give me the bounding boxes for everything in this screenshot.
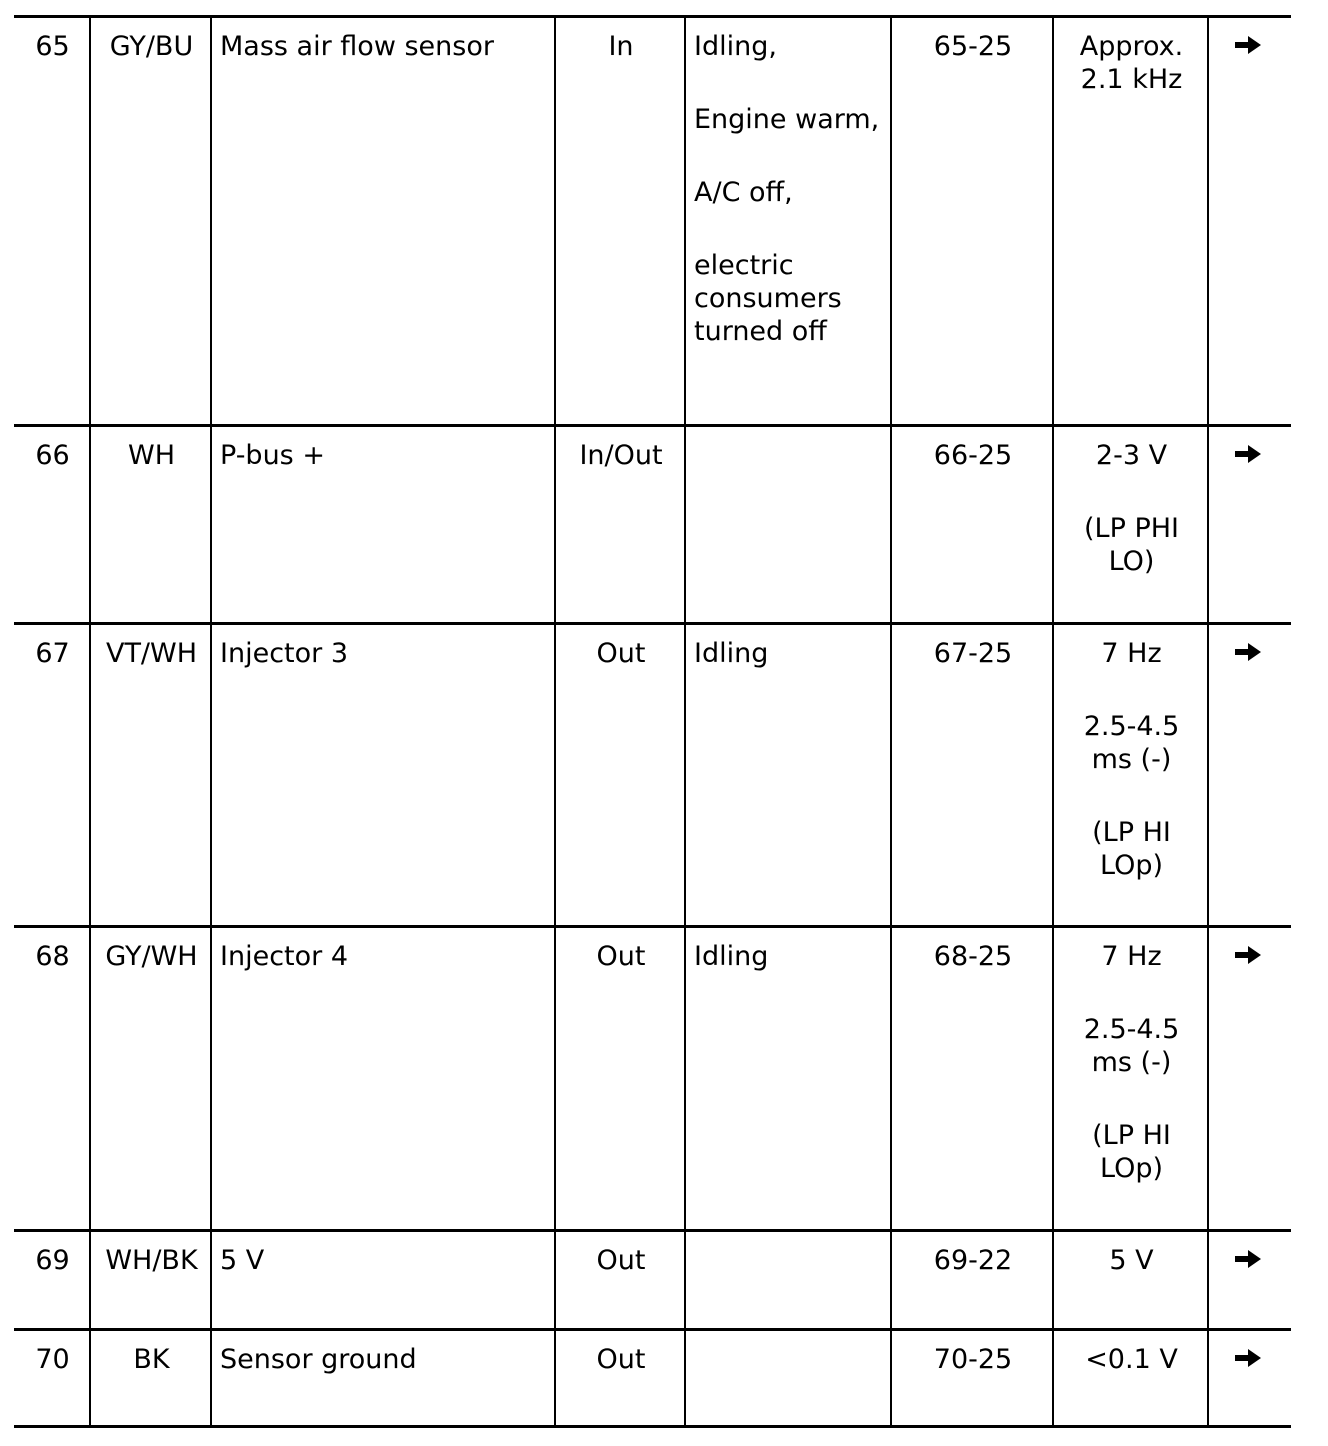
test-conditions (685, 927, 891, 1231)
right-arrow-icon (1234, 35, 1262, 55)
pin-number: 66 (14, 426, 90, 624)
test-terminals: 68-25 (891, 927, 1053, 1231)
test-conditions (685, 17, 891, 426)
specification (1053, 624, 1208, 927)
test-conditions (685, 426, 891, 624)
spec-line: 2-3 V (1095, 440, 1168, 471)
specification (1053, 1231, 1208, 1330)
specification (1053, 927, 1208, 1231)
table-row (14, 1231, 1291, 1330)
component-description: Injector 3 (211, 624, 555, 927)
detail-link[interactable] (1208, 624, 1291, 927)
spec-line: 5 V (1109, 1245, 1154, 1276)
condition-line: Engine warm, (694, 104, 880, 135)
table-row (14, 1330, 1291, 1427)
spec-line: <0.1 V (1085, 1344, 1178, 1375)
wire-color: WH/BK (90, 1231, 211, 1330)
wire-color: VT/WH (90, 624, 211, 927)
spec-line: Approx. 2.1 kHz (1079, 31, 1184, 95)
detail-link[interactable] (1208, 1231, 1291, 1330)
test-terminals: 65-25 (891, 17, 1053, 426)
signal-direction: Out (555, 1330, 685, 1427)
spec-line: (LP HI LOp) (1092, 1120, 1171, 1184)
spec-line: (LP HI LOp) (1092, 817, 1171, 881)
signal-direction: Out (555, 624, 685, 927)
spec-line: 7 Hz (1101, 941, 1162, 972)
spec-line: 2.5-4.5 ms (-) (1083, 1014, 1180, 1078)
detail-link[interactable] (1208, 927, 1291, 1231)
component-description: Sensor ground (211, 1330, 555, 1427)
table-row (14, 624, 1291, 927)
specification (1053, 426, 1208, 624)
wire-color: GY/WH (90, 927, 211, 1231)
component-description: 5 V (211, 1231, 555, 1330)
pin-table-body (14, 17, 1291, 1427)
signal-direction: Out (555, 927, 685, 1231)
pin-number: 65 (14, 17, 90, 426)
signal-direction: In (555, 17, 685, 426)
pin-number: 68 (14, 927, 90, 1231)
spec-line: 7 Hz (1101, 638, 1162, 669)
right-arrow-icon (1234, 642, 1262, 662)
right-arrow-icon (1234, 1249, 1262, 1269)
condition-line: Idling, (694, 31, 777, 62)
detail-link[interactable] (1208, 426, 1291, 624)
pin-table (14, 15, 1291, 1428)
test-terminals: 67-25 (891, 624, 1053, 927)
test-terminals: 69-22 (891, 1231, 1053, 1330)
condition-line: Idling (694, 638, 769, 669)
signal-direction: In/Out (555, 426, 685, 624)
pin-number: 67 (14, 624, 90, 927)
wire-color: GY/BU (90, 17, 211, 426)
wire-color: WH (90, 426, 211, 624)
table-row (14, 426, 1291, 624)
condition-line: A/C off, (694, 177, 793, 208)
pin-number: 70 (14, 1330, 90, 1427)
test-conditions (685, 1231, 891, 1330)
component-description: Injector 4 (211, 927, 555, 1231)
condition-line: Idling (694, 941, 769, 972)
right-arrow-icon (1234, 1348, 1262, 1368)
wire-color: BK (90, 1330, 211, 1427)
table-row (14, 17, 1291, 426)
right-arrow-icon (1234, 945, 1262, 965)
test-terminals: 66-25 (891, 426, 1053, 624)
detail-link[interactable] (1208, 17, 1291, 426)
test-conditions (685, 624, 891, 927)
pin-number: 69 (14, 1231, 90, 1330)
component-description: P-bus + (211, 426, 555, 624)
spec-line: 2.5-4.5 ms (-) (1083, 711, 1180, 775)
specification (1053, 1330, 1208, 1427)
table-row (14, 927, 1291, 1231)
test-conditions (685, 1330, 891, 1427)
test-terminals: 70-25 (891, 1330, 1053, 1427)
specification (1053, 17, 1208, 426)
spec-line: (LP PHI LO) (1084, 513, 1179, 577)
detail-link[interactable] (1208, 1330, 1291, 1427)
signal-direction: Out (555, 1231, 685, 1330)
component-description: Mass air flow sensor (211, 17, 555, 426)
condition-line: electric consumers turned off (694, 250, 842, 347)
right-arrow-icon (1234, 444, 1262, 464)
